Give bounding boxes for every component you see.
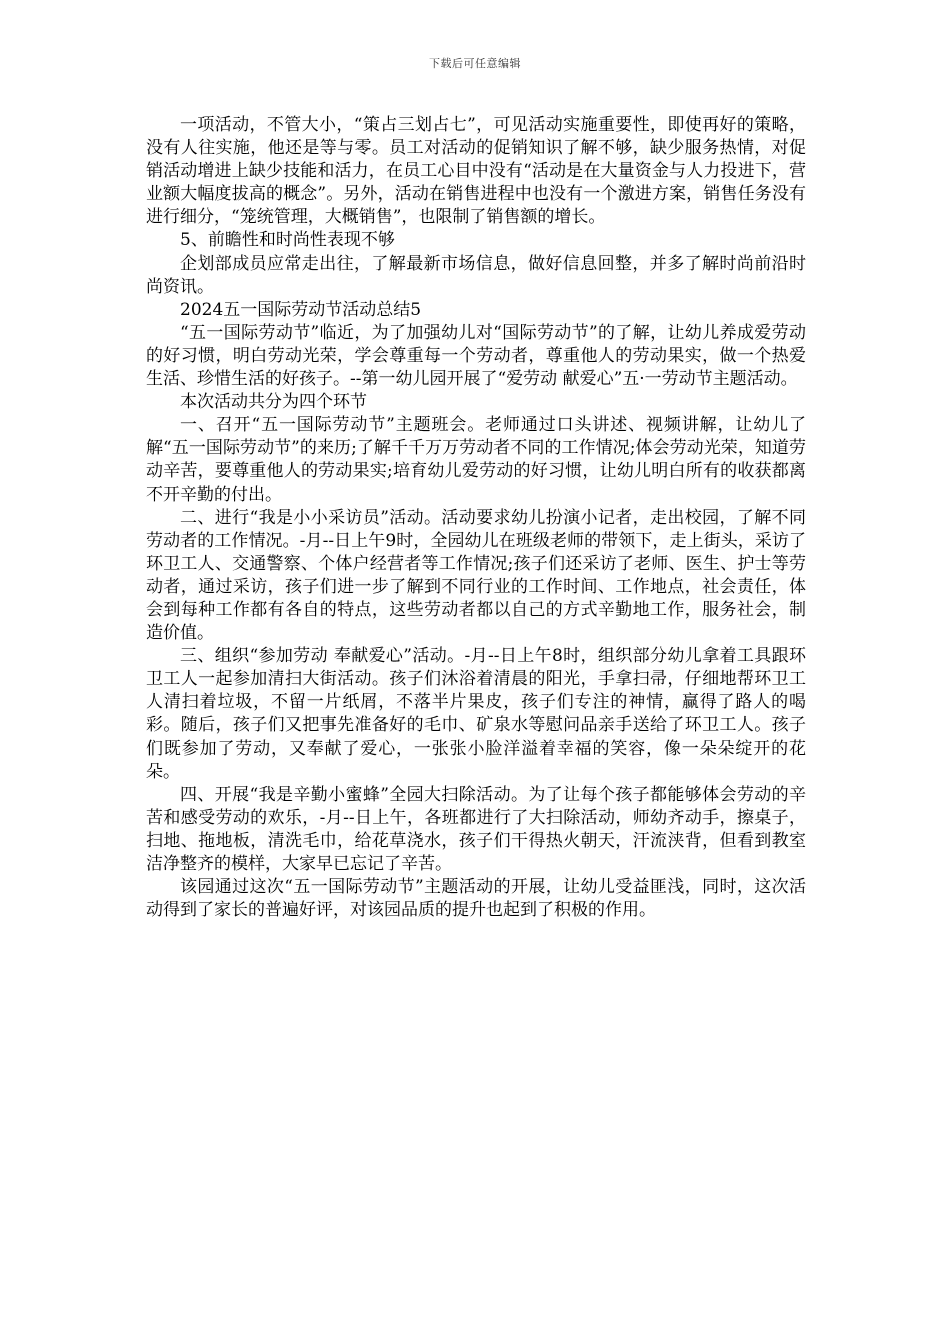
document-body (146, 114, 806, 922)
paragraph-overview: “五一国际劳动节”临近，为了加强幼儿对“国际劳动节”的了解，让幼儿养成爱劳动的好习惯，明白劳动光荣，学会尊重每一个劳动者，尊重他人的劳动果实，做一个热爱生活、珍惜生活的好孩子。--第一幼儿园开展了“爱劳动 献爱心”五·一劳动节主题活动。 (146, 322, 806, 390)
paragraph-conclusion: 该园通过这次“五一国际劳动节”主题活动的开展，让幼儿受益匪浅，同时，这次活动得到了家长的普遍好评，对该园品质的提升也起到了积极的作用。 (146, 877, 806, 921)
paragraph-part-three: 三、组织“参加劳动 奉献爱心”活动。-月--日上午8时，组织部分幼儿拿着工具跟环卫工人一起参加清扫大街活动。孩子们沐浴着清晨的阳光，手拿扫帚，仔细地帮环卫工人清扫着垃圾，不留一片纸屑，不落半片果皮，孩子们专注的神情，赢得了路人的喝彩。随后，孩子们又把事先准备好的毛巾、矿泉水等慰问品亲手送给了环卫工人。孩子们既参加了劳动，又奉献了爱心，一张张小脸洋溢着幸福的笑容，像一朵朵绽开的花朵。 (146, 646, 806, 782)
paragraph-four-parts: 本次活动共分为四个环节 (180, 392, 367, 413)
paragraph-intro: 一项活动，不管大小，“策占三划占七”，可见活动实施重要性，即使再好的策略，没有人往实施，他还是等与零。员工对活动的促销知识了解不够，缺少服务热情，对促销活动增进上缺少技能和活力，在员工心目中没有“活动是在大量资金与人力投进下，营业额大幅度拔高的概念”。另外，活动在销售进程中也没有一个激进方案，销售任务没有进行细分，“笼统管理，大概销售”，也限制了销售额的增长。 (146, 115, 806, 228)
paragraph-part-four: 四、开展“我是辛勤小蜜蜂”全园大扫除活动。为了让每个孩子都能够体会劳动的辛苦和感受劳动的欢乐，-月--日上午，各班都进行了大扫除活动，师幼齐动手，擦桌子，扫地、拖地板，清洗毛巾，给花草浇水，孩子们干得热火朝天，汗流浃背，但看到教室洁净整齐的模样，大家早已忘记了辛苦。 (146, 784, 806, 874)
document-title: 2024五一国际劳动节活动总结5 (180, 299, 422, 320)
paragraph-part-one: 一、召开“五一国际劳动节”主题班会。老师通过口头讲述、视频讲解，让幼儿了解“五一国际劳动节”的来历;了解千千万万劳动者不同的工作情况;体会劳动光荣，知道劳动辛苦，要尊重他人的劳动果实;培育幼儿爱劳动的好习惯，让幼儿明白所有的收获都离不开辛勤的付出。 (146, 415, 806, 505)
paragraph-part-two: 二、进行“我是小小采访员”活动。活动要求幼儿扮演小记者，走出校园，了解不同劳动者的工作情况。-月--日上午9时，全园幼儿在班级老师的带领下，走上街头，采访了环卫工人、交通警察、个体户经营者等工作情况;孩子们还采访了老师、医生、护士等劳动者，通过采访，孩子们进一步了解到不同行业的工作时间、工作地点，社会责任，体会到每种工作都有各自的特点，这些劳动者都以自己的方式辛勤地工作，服务社会，制造价值。 (146, 507, 806, 644)
paragraph-planning: 企划部成员应常走出往，了解最新市场信息，做好信息回整，并多了解时尚前沿时尚资讯。 (146, 253, 806, 297)
page-header: 下载后可任意编辑 (429, 57, 521, 70)
section-heading-5: 5、前瞻性和时尚性表现不够 (180, 230, 395, 251)
